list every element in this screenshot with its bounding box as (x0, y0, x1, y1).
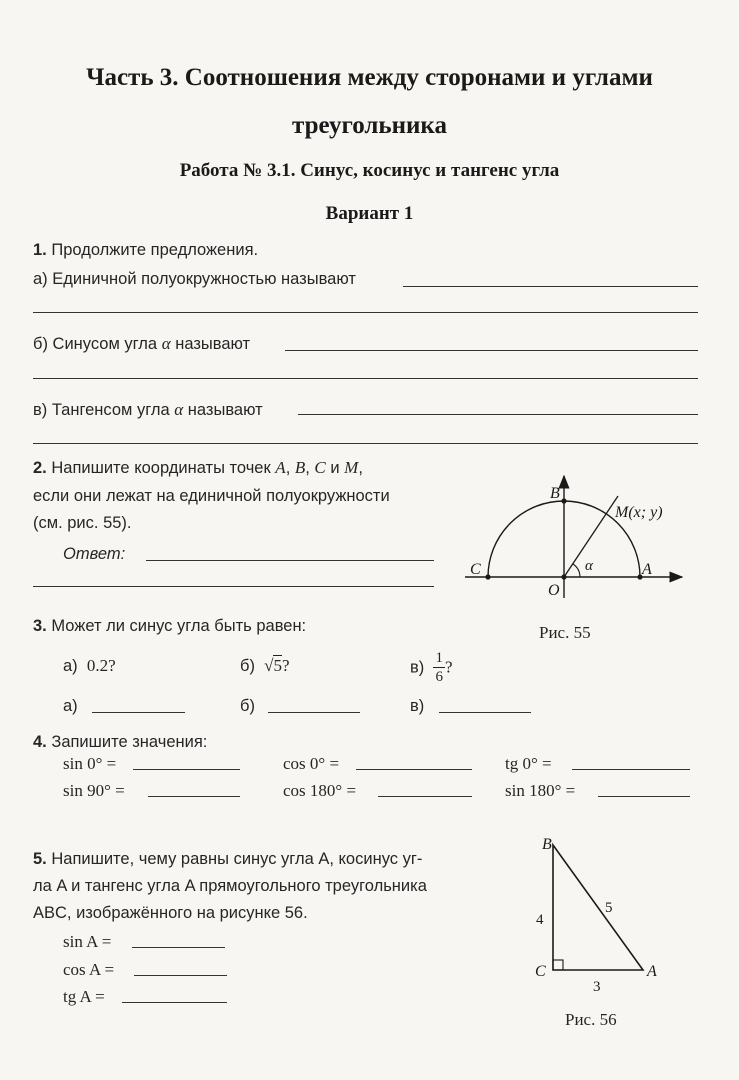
cos0-label: cos 0° = (283, 754, 340, 773)
sin0-answer-line[interactable] (133, 769, 240, 770)
fraction-one-sixth (433, 651, 445, 685)
option-c (410, 651, 452, 685)
task1-a: а) Единичной полуокружностью называют (33, 270, 356, 288)
task1-c-end: называют (187, 401, 263, 419)
task1-c-answer-line2[interactable] (33, 443, 698, 444)
sin180-label: sin 180° = (505, 781, 576, 800)
option-b-label: б) (240, 657, 255, 675)
task1-prompt (33, 241, 258, 260)
tgA-answer-line[interactable] (122, 1002, 227, 1003)
sinA-label: sin A = (63, 932, 112, 951)
sinA-answer-line[interactable] (132, 947, 225, 948)
option-a-value: 0.2? (86, 656, 116, 675)
answer-b-label: б) (240, 697, 255, 715)
tg0-answer-line[interactable] (572, 769, 690, 770)
answer-a-label: а) (63, 697, 78, 715)
task2-answer-line2[interactable] (33, 586, 434, 587)
sin90-label: sin 90° = (63, 781, 125, 800)
fig55-label-alpha: α (585, 558, 593, 574)
triangle-abc (553, 845, 643, 970)
fraction-denominator: 6 (435, 669, 443, 685)
sqrt-radicand: 5 (273, 656, 282, 675)
figure-56-caption: Рис. 56 (565, 1010, 617, 1029)
point-c-dot (485, 574, 490, 579)
task2-answer-line[interactable] (146, 560, 434, 561)
angle-arc (573, 564, 580, 577)
option-a-label: а) (63, 657, 78, 675)
option-c-label: в) (410, 658, 425, 677)
tg0-label: tg 0° = (505, 754, 552, 773)
sqrt-expression: √5? (264, 656, 290, 675)
task5-text-1: Напишите, чему равны синус угла A, косинус уг- (51, 850, 423, 868)
task3-prompt (33, 617, 306, 636)
task1-b-answer-line[interactable] (285, 350, 698, 351)
task1-number: 1. (33, 241, 47, 259)
cosA-answer-line[interactable] (134, 975, 227, 976)
task1-c (33, 400, 263, 420)
part-title-line1: Часть 3. Соотношения между сторонами и углами (86, 64, 653, 91)
fig56-label-c: C (535, 963, 546, 980)
task2-text: Напишите координаты точек (51, 459, 271, 477)
task2-line2: если они лежат на единичной полуокружности (33, 487, 390, 505)
task2-number: 2. (33, 459, 47, 477)
cos180-label: cos 180° = (283, 781, 357, 800)
task5-line1 (33, 850, 422, 869)
fig56-side-ab: 5 (605, 900, 613, 916)
task1-b-answer-line2[interactable] (33, 378, 698, 379)
and-word: и (330, 459, 340, 477)
fig55-label-m: M(x; y) (615, 504, 663, 521)
fraction-numerator: 1 (435, 650, 443, 666)
point-b-dot (561, 498, 566, 503)
fig55-label-a: A (642, 561, 652, 578)
fig55-label-b: B (550, 485, 560, 502)
answer-label: Ответ: (63, 545, 126, 563)
variant-title: Вариант 1 (325, 203, 414, 224)
point-b: B (294, 458, 306, 477)
task1-text: Продолжите предложения. (51, 241, 259, 259)
option-a (63, 656, 116, 676)
sin180-answer-line[interactable] (598, 796, 690, 797)
point-a: A (275, 458, 286, 477)
work-title: Работа № 3.1. Синус, косинус и тангенс угла (179, 160, 560, 181)
task1-a-answer-line[interactable] (403, 286, 698, 287)
task2-line1: 2. Напишите координаты точек A, B, C и M, (33, 458, 363, 477)
task4-prompt (33, 733, 207, 752)
answer-c-line[interactable] (439, 712, 531, 713)
fig56-label-a: A (647, 963, 657, 980)
alpha-symbol: α (174, 400, 184, 419)
task5-line3: ABC, изображённого на рисунке 56. (33, 904, 308, 922)
fig55-label-c: C (470, 561, 481, 578)
task4-number: 4. (33, 733, 47, 751)
task3-text: Может ли синус угла быть равен: (51, 617, 307, 635)
task3-number: 3. (33, 617, 47, 635)
task1-b (33, 334, 250, 354)
task4-text: Запишите значения: (51, 733, 208, 751)
fig55-label-o: O (548, 582, 560, 599)
fig56-side-bc: 4 (536, 912, 544, 928)
tgA-label: tg A = (63, 987, 105, 1006)
answer-c-label: в) (410, 697, 425, 715)
point-m: M (344, 458, 359, 477)
sin90-answer-line[interactable] (148, 796, 240, 797)
task1-b-text: б) Синусом угла (33, 335, 158, 353)
figure-56 (525, 830, 675, 1000)
task1-c-answer-line[interactable] (298, 414, 698, 415)
task5-line2: ла A и тангенс угла A прямоугольного треугольника (33, 877, 427, 895)
answer-a-line[interactable] (92, 712, 185, 713)
task2-line3: (см. рис. 55). (33, 514, 132, 532)
point-c: C (314, 458, 326, 477)
cos0-answer-line[interactable] (356, 769, 472, 770)
option-b (240, 656, 290, 676)
fig56-label-b: B (542, 836, 552, 853)
sin0-label: sin 0° = (63, 754, 117, 773)
point-o-dot (561, 574, 566, 579)
task1-a-answer-line2[interactable] (33, 312, 698, 313)
alpha-symbol: α (161, 334, 171, 353)
option-b-q: ? (281, 656, 290, 675)
task1-c-text: в) Тангенсом угла (33, 401, 170, 419)
right-angle-mark (553, 960, 563, 970)
part-title-line2: треугольника (292, 112, 447, 139)
cos180-answer-line[interactable] (378, 796, 472, 797)
option-c-q: ? (444, 657, 453, 677)
cosA-label: cos A = (63, 960, 115, 979)
figure-55-caption: Рис. 55 (539, 623, 591, 642)
task1-b-end: называют (175, 335, 251, 353)
answer-b-line[interactable] (268, 712, 360, 713)
fig56-side-ca: 3 (593, 979, 601, 995)
task5-number: 5. (33, 850, 47, 868)
